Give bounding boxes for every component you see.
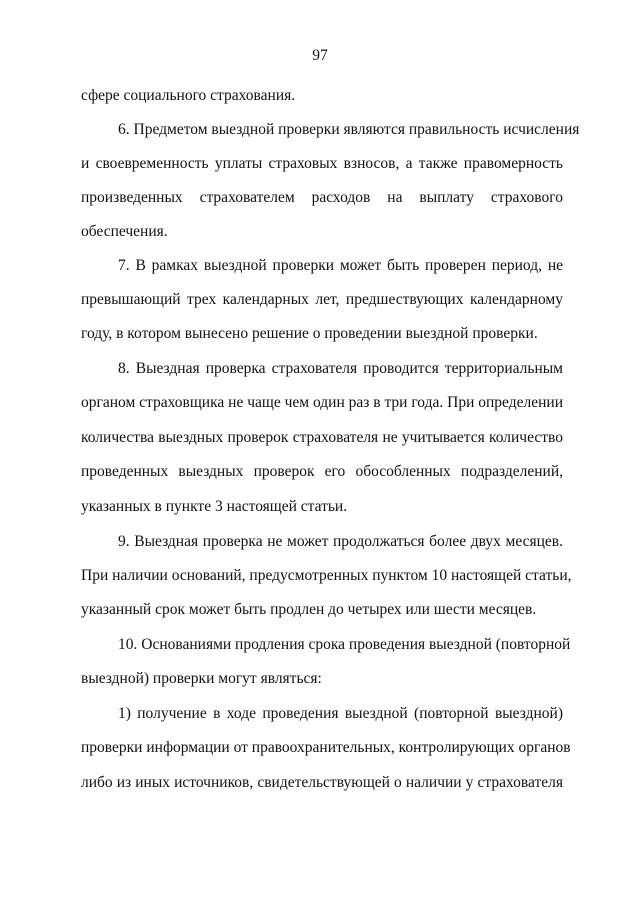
text-line: и своевременность уплаты страховых взносов, а также правомерность — [81, 155, 563, 172]
text-line: превышающий трех календарных лет, предшествующих календарному — [81, 291, 563, 308]
text-line: году, в котором вынесено решение о проведении выездной проверки. — [81, 325, 538, 342]
text-line: указанных в пункте 3 настоящей статьи. — [81, 498, 348, 515]
text-line: обеспечения. — [81, 223, 168, 240]
text-line: 6. Предметом выездной проверки являются правильность исчисления — [118, 121, 580, 138]
text-line: выездной) проверки могут являться: — [81, 670, 322, 687]
text-line: 10. Основаниями продления срока проведения выездной (повторной — [118, 636, 571, 653]
page-number: 97 — [312, 47, 328, 64]
text-line: 9. Выездная проверка не может продолжаться более двух месяцев. — [118, 533, 563, 550]
text-line: количества выездных проверок страхователя не учитывается количество — [81, 429, 563, 446]
text-line: При наличии оснований, предусмотренных пунктом 10 настоящей статьи, — [81, 567, 572, 584]
text-line: сфере социального страхования. — [81, 87, 296, 104]
text-line: органом страховщика не чаще чем один раз в три года. При определении — [81, 394, 563, 411]
text-line: 1) получение в ходе проведения выездной (повторной выездной) — [118, 705, 563, 722]
text-line: проверки информации от правоохранительных, контролирующих органов — [81, 739, 571, 756]
text-line: либо из иных источников, свидетельствующей о наличии у страхователя — [81, 774, 563, 791]
text-line: 8. Выездная проверка страхователя проводится территориальным — [118, 360, 563, 377]
text-line: 7. В рамках выездной проверки может быть проверен период, не — [118, 257, 563, 274]
text-line: произведенных страхователем расходов на выплату страхового — [81, 189, 563, 206]
text-line: указанный срок может быть продлен до четырех или шести месяцев. — [81, 601, 537, 618]
text-line: проведенных выездных проверок его обособленных подразделений, — [81, 463, 563, 480]
